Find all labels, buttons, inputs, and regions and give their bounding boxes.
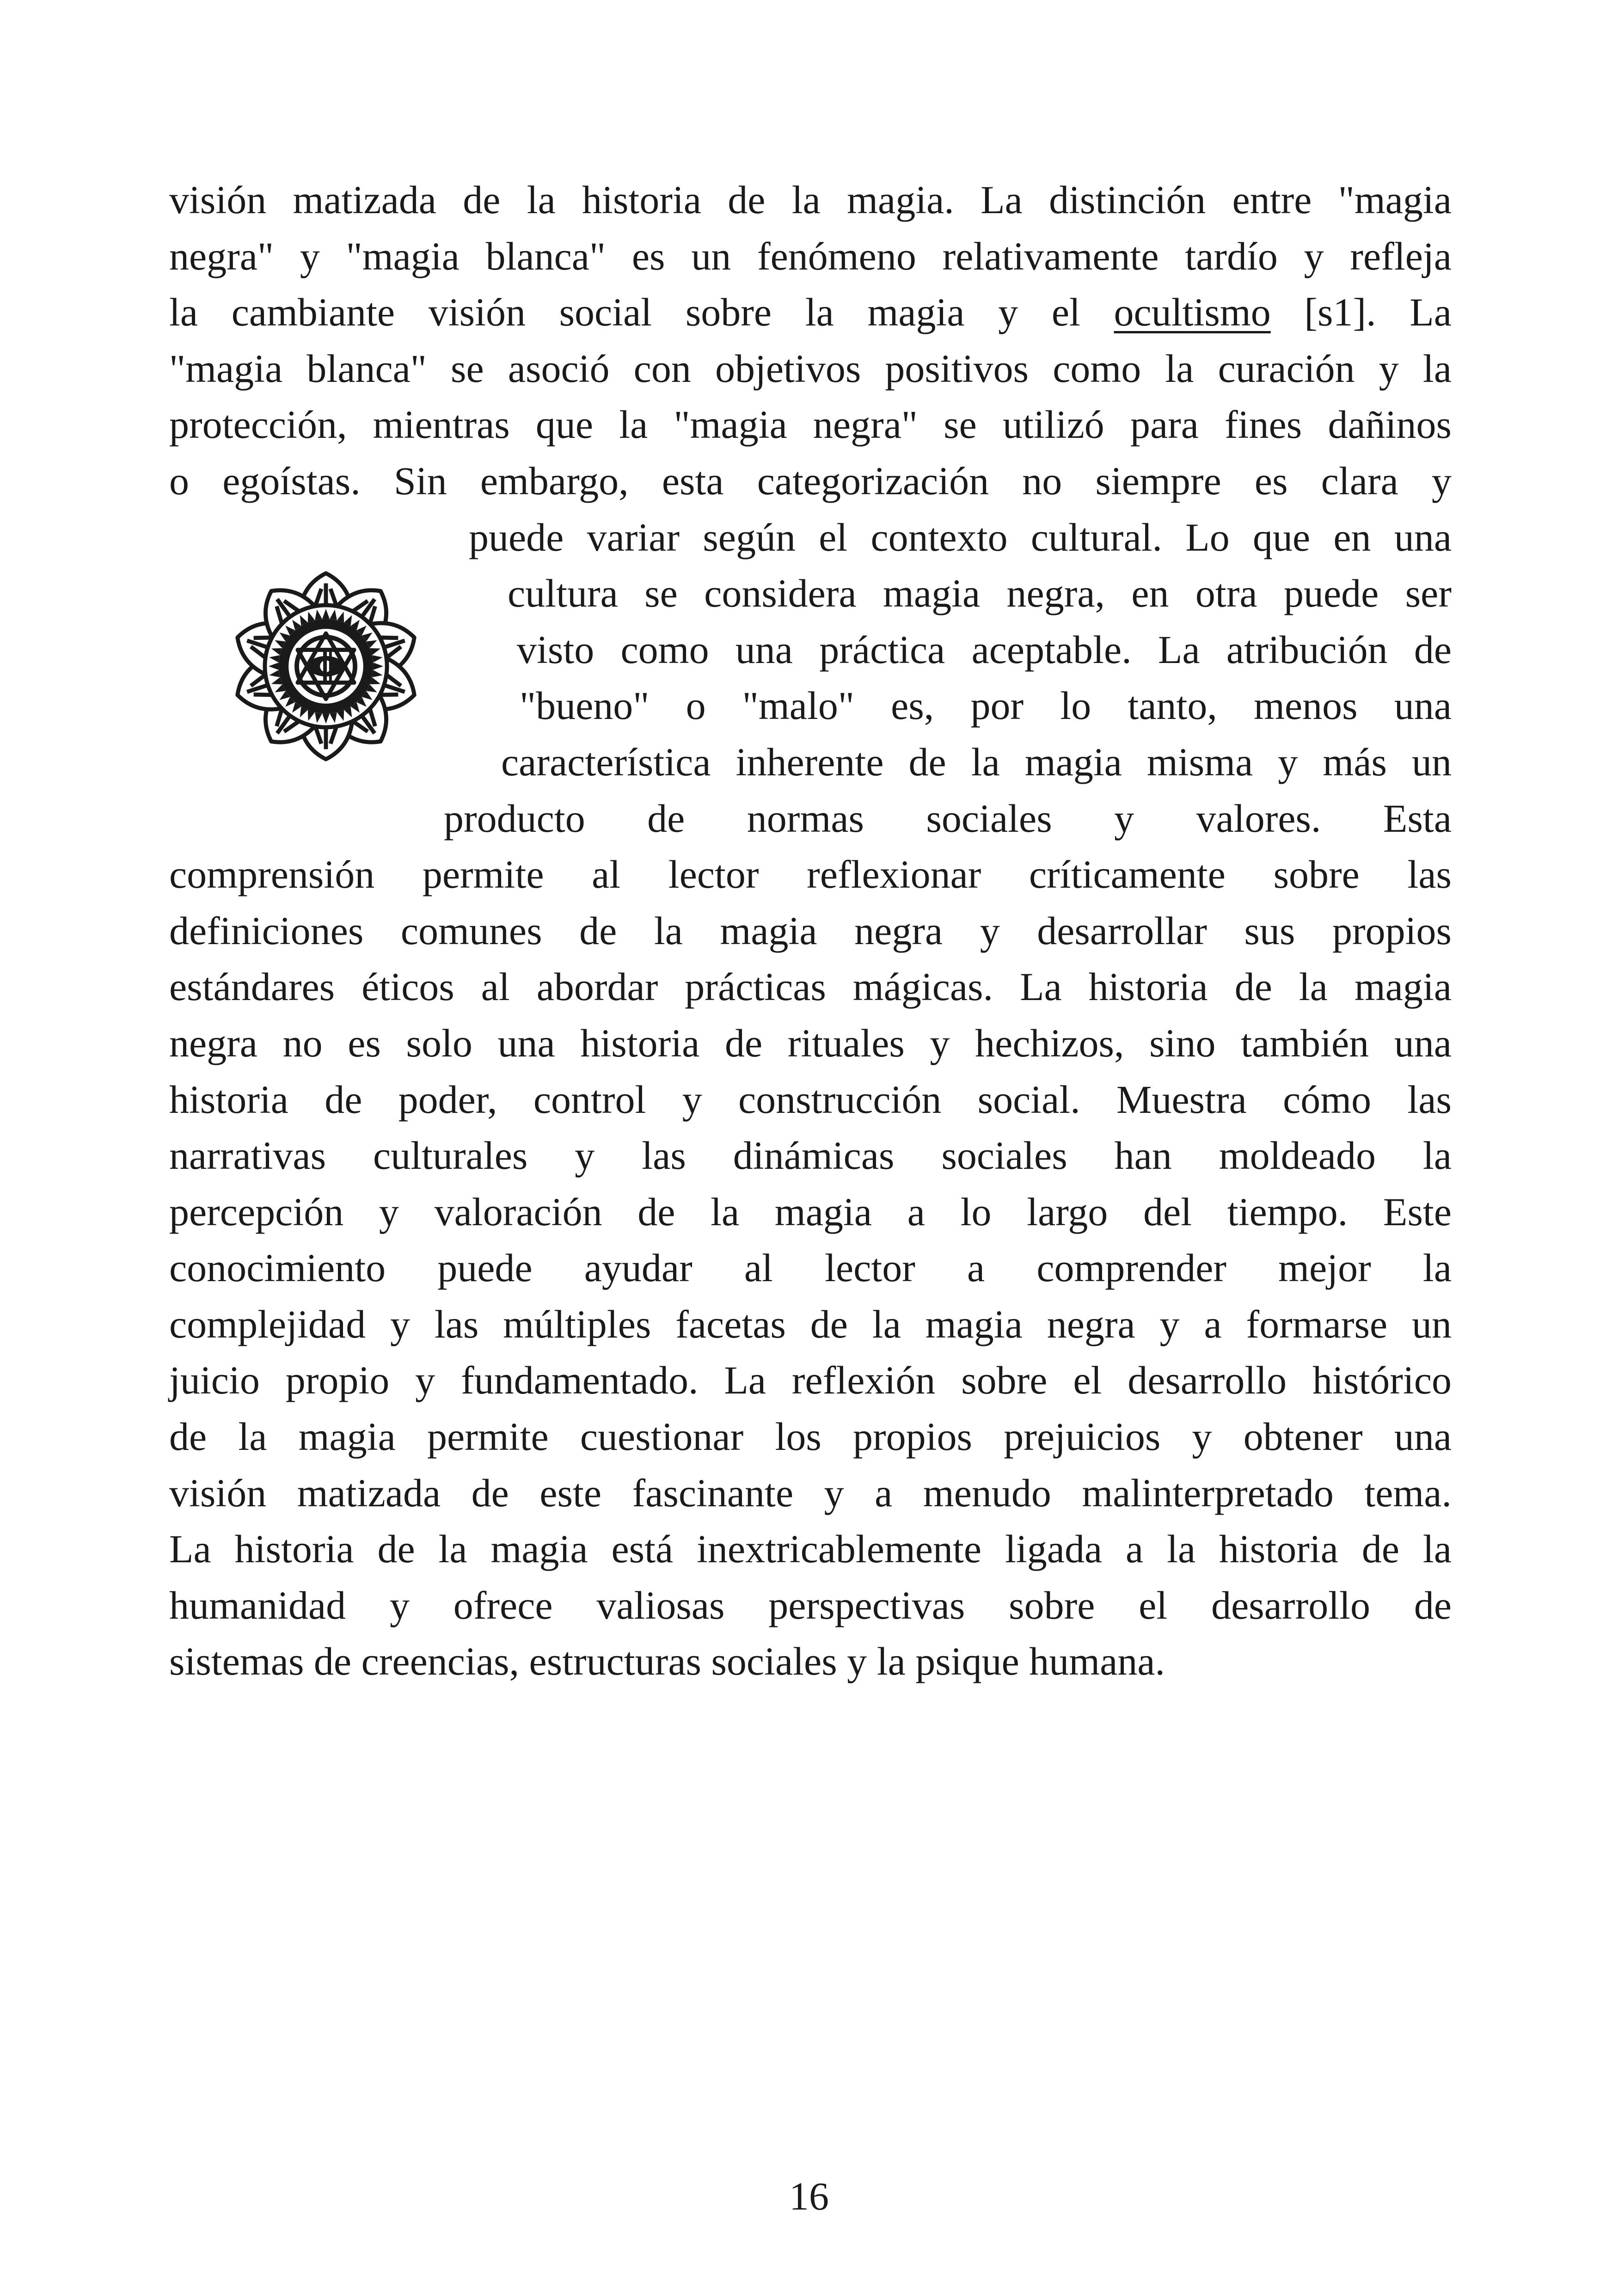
page-number: 16 xyxy=(789,2174,829,2218)
text-line: definiciones comunes de la magia negra y desarrollar sus propios xyxy=(169,908,1452,953)
text-line: cultura se considera magia negra, en otra puede ser xyxy=(508,571,1452,616)
text-line: La historia de la magia está inextricablemente ligada a la historia de la xyxy=(169,1527,1452,1572)
text-line: protección, mientras que la "magia negra" se utilizó para fines dañinos xyxy=(169,402,1452,447)
text-line xyxy=(169,284,1452,341)
text-line: percepción y valoración de la magia a lo largo del tiempo. Este xyxy=(169,1189,1452,1234)
text-line: "bueno" o "malo" es, por lo tanto, menos una xyxy=(520,683,1452,728)
text-line: comprensión permite al lector reflexionar críticamente sobre las xyxy=(169,852,1452,897)
text-line: visión matizada de este fascinante y a menudo malinterpretado tema. xyxy=(169,1470,1452,1515)
text-line: narrativas culturales y las dinámicas sociales han moldeado la xyxy=(169,1133,1452,1178)
text-line: puede variar según el contexto cultural. Lo que en una xyxy=(469,515,1452,559)
text-line: visto como una práctica aceptable. La atribución de xyxy=(517,627,1452,672)
mandala-ornament-icon xyxy=(230,571,422,762)
text-line: producto de normas sociales y valores. Esta xyxy=(444,796,1452,841)
text-line: negra no es solo una historia de rituales y hechizos, sino también una xyxy=(169,1020,1452,1065)
text-line: o egoístas. Sin embargo, esta categorización no siempre es clara y xyxy=(169,458,1452,503)
ocultismo-link[interactable]: ocultismo xyxy=(1114,290,1271,335)
text-line: "magia blanca" se asoció con objetivos positivos como la curación y la xyxy=(169,346,1452,391)
text-segment: la cambiante visión social sobre la magia y el xyxy=(169,290,1114,335)
text-segment: [s1]. La xyxy=(1270,290,1452,335)
text-line: complejidad y las múltiples facetas de la magia negra y a formarse un xyxy=(169,1301,1452,1346)
body-text xyxy=(169,172,1452,1690)
text-line: visión matizada de la historia de la magia. La distinción entre "magia xyxy=(169,178,1452,222)
text-line: estándares éticos al abordar prácticas mágicas. La historia de la magia xyxy=(169,964,1452,1009)
text-line: conocimiento puede ayudar al lector a comprender mejor la xyxy=(169,1246,1452,1290)
text-line: juicio propio y fundamentado. La reflexión sobre el desarrollo histórico xyxy=(169,1358,1452,1403)
text-line: historia de poder, control y construcción social. Muestra cómo las xyxy=(169,1077,1452,1122)
text-line: característica inherente de la magia misma y más un xyxy=(501,739,1452,784)
text-line: humanidad y ofrece valiosas perspectivas sobre el desarrollo de xyxy=(169,1583,1452,1627)
text-line: negra" y "magia blanca" es un fenómeno relativamente tardío y refleja xyxy=(169,233,1452,278)
text-line: sistemas de creencias, estructuras sociales y la psique humana. xyxy=(169,1639,1165,1684)
text-line: de la magia permite cuestionar los propios prejuicios y obtener una xyxy=(169,1414,1452,1459)
